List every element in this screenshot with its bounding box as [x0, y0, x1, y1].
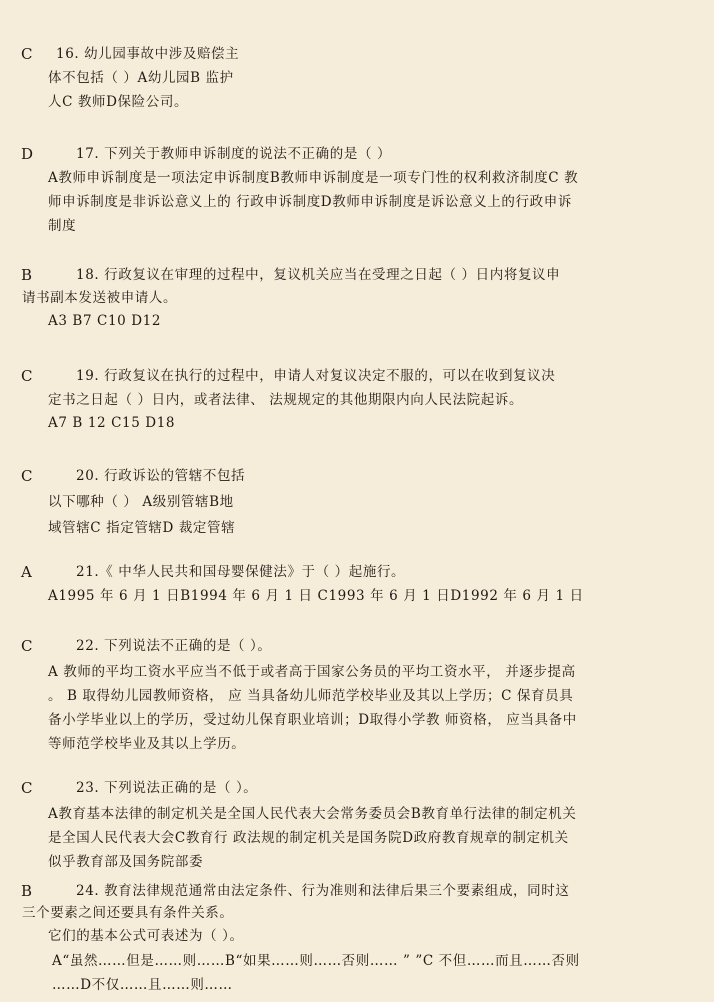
question-text-line: 人C 教师D保险公司。	[48, 94, 189, 110]
question-stem: 18. 行政复议在审理的过程中，复议机关应当在受理之日起（ ）日内将复议申	[76, 267, 561, 283]
answer-key: C	[21, 637, 33, 655]
question-text-line: 体不包括（ ）A幼儿园B 监护	[48, 70, 234, 86]
question-text-line: 定书之日起（ ）日内，或者法律、 法规规定的其他期限内向人民法院起诉。	[48, 392, 524, 408]
question-text-line: 它们的基本公式可表述为（ ）。	[48, 928, 244, 944]
question-options: A3 B7 C10 D12	[48, 313, 162, 329]
answer-key: D	[21, 145, 34, 163]
question-text-line: A 教师的平均工资水平应当不低于或者高于国家公务员的平均工资水平， 并逐步提高	[48, 664, 576, 680]
answer-key: A	[21, 563, 32, 581]
question-text-line: 等师范学校毕业及其以上学历。	[48, 736, 246, 752]
question-text-line: 以下哪种（ ） A级别管辖B地	[48, 494, 234, 510]
question-text-line: 请书副本发送被申请人。	[22, 290, 178, 306]
question-options: A7 B 12 C15 D18	[48, 415, 176, 431]
question-text-line: 似乎教育部及国务院部委	[48, 854, 204, 870]
question-text-line: 域管辖C 指定管辖D 裁定管辖	[48, 520, 236, 536]
question-stem: 22. 下列说法不正确的是（ ）。	[76, 638, 272, 654]
question-stem: 23. 下列说法正确的是（ ）。	[76, 780, 258, 796]
question-options: A1995 年 6 月 1 日B1994 年 6 月 1 日 C1993 年 6 月 1 日D1992 年 6 月 1 日	[48, 588, 584, 604]
question-stem: 19. 行政复议在执行的过程中，申请人对复议决定不服的，可以在收到复议决	[76, 368, 556, 384]
question-text-line: A教育基本法律的制定机关是全国人民代表大会常务委员会B教育单行法律的制定机关	[48, 806, 577, 822]
question-text-line: A教师申诉制度是一项法定申诉制度B教师申诉制度是一项专门性的权利救济制度C 教	[48, 170, 579, 186]
question-text-line: 三个要素之间还要具有条件关系。	[22, 905, 234, 921]
answer-key: C	[21, 367, 33, 385]
answer-key: B	[21, 266, 33, 284]
question-options: ……D不仅……且……则……	[52, 977, 233, 993]
question-text-line: 师申诉制度是非诉讼意义上的 行政申诉制度D教师申诉制度是诉讼意义上的行政申诉	[48, 194, 572, 210]
answer-key: C	[21, 45, 33, 63]
question-stem: 16. 幼儿园事故中涉及赔偿主	[56, 46, 240, 62]
question-text-line: 备小学毕业以上的学历，受过幼儿保育职业培训；D取得小学教 师资格， 应当具备中	[48, 712, 577, 728]
question-stem: 24. 教育法律规范通常由法定条件、行为准则和法律后果三个要素组成，同时这	[76, 883, 570, 899]
question-stem: 17. 下列关于教师申诉制度的说法不正确的是（ ）	[76, 146, 392, 162]
question-stem: 21.《 中华人民共和国母婴保健法》于（ ）起施行。	[76, 564, 406, 580]
answer-key: C	[21, 467, 33, 485]
question-options: A“虽然……但是……则……B“如果……则……否则…… ” ”C 不但……而且……否则	[52, 953, 580, 969]
answer-key: C	[21, 779, 33, 797]
question-text-line: 制度	[48, 218, 77, 234]
answer-key: B	[21, 882, 33, 900]
question-stem: 20. 行政诉讼的管辖不包括	[76, 468, 246, 484]
question-text-line: 是全国人民代表大会C教育行 政法规的制定机关是国务院D政府教育规章的制定机关	[48, 830, 569, 846]
question-text-line: 。 B 取得幼儿园教师资格， 应 当具备幼儿师范学校毕业及其以上学历；C 保育员具	[48, 688, 574, 704]
